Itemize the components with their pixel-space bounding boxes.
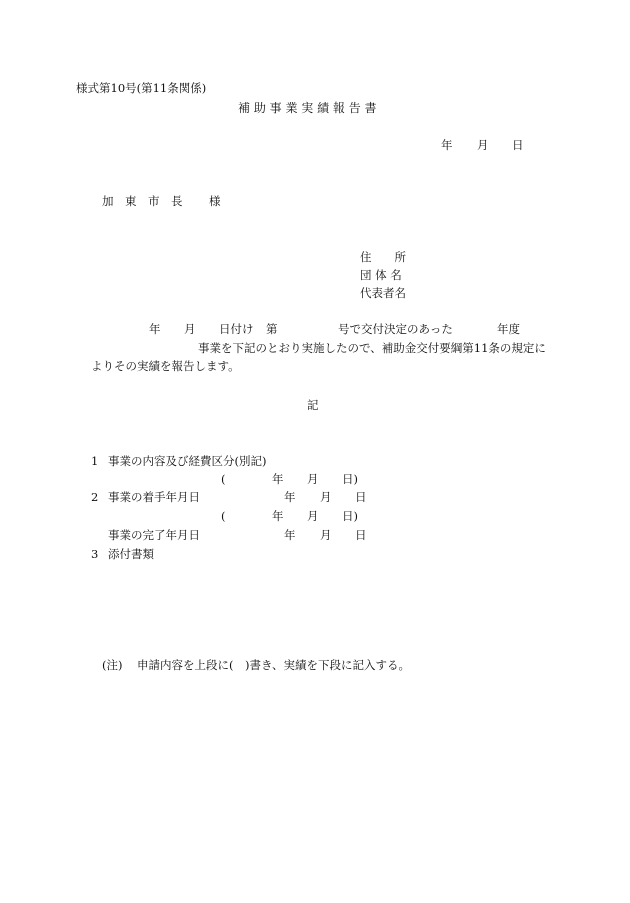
addressee-mayor: 加 東 市 長 bbox=[102, 194, 183, 208]
body-fiscal-year: 年度 bbox=[497, 322, 520, 336]
group-name-label: 団 体 名 bbox=[360, 268, 402, 282]
item-2-label: 事業の着手年月日 bbox=[108, 490, 200, 504]
paren-2-open: ( bbox=[221, 509, 226, 523]
item-1-label: 事業の内容及び経費区分(別記) bbox=[108, 454, 267, 468]
item-2-month: 月 bbox=[320, 490, 332, 504]
body-decision: 号で交付決定のあった bbox=[338, 322, 453, 336]
item-2-number: 2 bbox=[91, 490, 99, 504]
address-label: 住 所 bbox=[360, 250, 406, 264]
completion-year: 年 bbox=[284, 528, 296, 542]
date-year: 年 bbox=[441, 138, 453, 152]
representative-label: 代表者名 bbox=[360, 286, 406, 300]
paren-1-year: 年 bbox=[272, 472, 284, 486]
body-line-3: よりその実績を報告します。 bbox=[91, 359, 240, 373]
date-day: 日 bbox=[512, 138, 524, 152]
item-3-number: 3 bbox=[91, 547, 99, 561]
paren-1-month: 月 bbox=[307, 472, 319, 486]
body-no-prefix: 第 bbox=[266, 322, 278, 336]
document-title: 補 助 事 業 実 績 報 告 書 bbox=[238, 101, 377, 115]
body-dated: 日付け bbox=[219, 322, 254, 336]
completion-month: 月 bbox=[320, 528, 332, 542]
completion-label: 事業の完了年月日 bbox=[108, 528, 200, 542]
item-1-number: 1 bbox=[91, 454, 99, 468]
body-year: 年 bbox=[149, 322, 161, 336]
note-text: 申請内容を上段に( )書き、実績を下段に記入する。 bbox=[137, 658, 411, 672]
paren-2-month: 月 bbox=[307, 509, 319, 523]
addressee-honorific: 様 bbox=[209, 194, 221, 208]
paren-1-day: 日) bbox=[342, 472, 358, 486]
paren-1-open: ( bbox=[221, 472, 226, 486]
item-3-label: 添付書類 bbox=[108, 547, 154, 561]
note-prefix: (注) bbox=[102, 658, 123, 672]
item-2-day: 日 bbox=[355, 490, 367, 504]
paren-2-day: 日) bbox=[342, 509, 358, 523]
date-month: 月 bbox=[477, 138, 489, 152]
paren-2-year: 年 bbox=[272, 509, 284, 523]
completion-day: 日 bbox=[355, 528, 367, 542]
body-line-2: 事業を下記のとおり実施したので、補助金交付要綱第11条の規定に bbox=[198, 341, 546, 355]
item-2-year: 年 bbox=[284, 490, 296, 504]
body-month: 月 bbox=[184, 322, 196, 336]
form-number: 様式第10号(第11条関係) bbox=[76, 81, 207, 95]
ki-heading: 記 bbox=[307, 398, 319, 412]
